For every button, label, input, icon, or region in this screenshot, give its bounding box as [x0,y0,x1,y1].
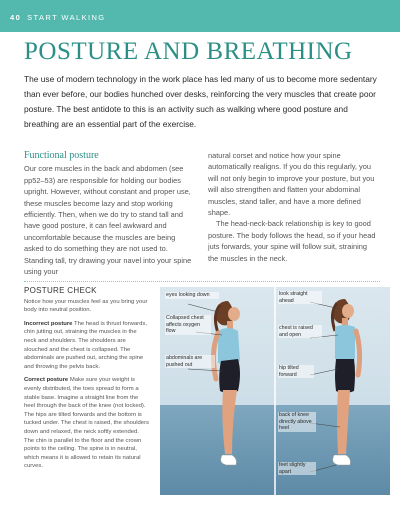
caption-chest-raised: chest is raised and open [278,325,322,338]
incorrect-posture-label: Incorrect posture [24,320,73,327]
caption-eyes: eyes looking down [165,292,219,299]
correct-posture-label: Correct posture [24,377,69,384]
posture-check-box [24,287,150,476]
functional-paragraph-1-cont: natural corset and notice how your spine automatically realigns. If you do this regularly, you will not only begin to improve your posture, but you will also strengthen and flatten your abdominal muscles, stand taller, and have a more defined shape. [208,151,375,218]
running-header [10,13,106,22]
posture-photo [160,287,390,495]
caption-feet: feet slightly apart [278,462,316,475]
correct-posture-block [24,376,150,471]
incorrect-posture-block [24,320,150,372]
page-number: 40 [10,13,22,22]
right-column [208,150,378,264]
left-column [24,150,194,277]
functional-paragraph-2: The head-neck-back relationship is key to good posture. The body follows the head, so if your head juts forwards, your spine will follow suit, straining the muscles in the neck. [208,219,376,263]
functional-paragraph-1: Our core muscles in the back and abdomen (see pp52–53) are responsible for holding our bodies upright. However, without constant and proper use, these muscles become lazy and stop working efficiently. Then, when we do try to stand tall and have good posture, it can feel awkward and uncomfortable because the muscles are being asked to do something they are not used to. Standing tall, try drawing your navel into your spine using your [24,164,192,277]
posture-check-intro: Notice how your muscles feel as you bring your body into neutral position. [24,298,148,314]
caption-knee: back of knee directly above heel [278,412,316,432]
incorrect-posture-text: The head is thrust forwards, chin jutting out, straining the muscles in the neck and shoulders. The shoulders are slouched and the chest is collapsed. The abdominals are pushed out, arching the spine and throwing the pelvis back. [24,320,147,370]
intro-paragraph: The use of modern technology in the work place has led many of us to become more sedentary than ever before, our bodies hunched over desks, reinforcing the very muscles that create poor posture. The best antidote to this is an activity such as walking where good posture and breathing are an essential part of the exercise. [24,74,377,129]
section-divider [24,281,380,282]
caption-hip-tilted: hip tilted forward [278,365,314,378]
correct-posture-text: Make sure your weight is evenly distributed, the toes spread to form a stable base. Imagine a straight line from the heel through the back of the knee (not locked). The hips are tilted forwards and the bottom is tucked under. The chest is raised, the shoulders down and relaxed, the neck softly extended. The chin is parallel to the floor and the crown points to the ceiling. The spine is in neutral, which means it is allowed to retain its natural curves. [24,377,149,470]
caption-look-straight: look straight ahead [278,291,322,304]
caption-abdominals: abdominals are pushed out [165,355,215,368]
functional-posture-heading: Functional posture [24,150,99,161]
section-title: START WALKING [27,13,106,22]
caption-chest-collapsed: Collapsed chest affects oxygen flow [165,315,211,335]
posture-check-title: POSTURE CHECK [24,286,97,295]
page-title: POSTURE AND BREATHING [24,38,353,65]
